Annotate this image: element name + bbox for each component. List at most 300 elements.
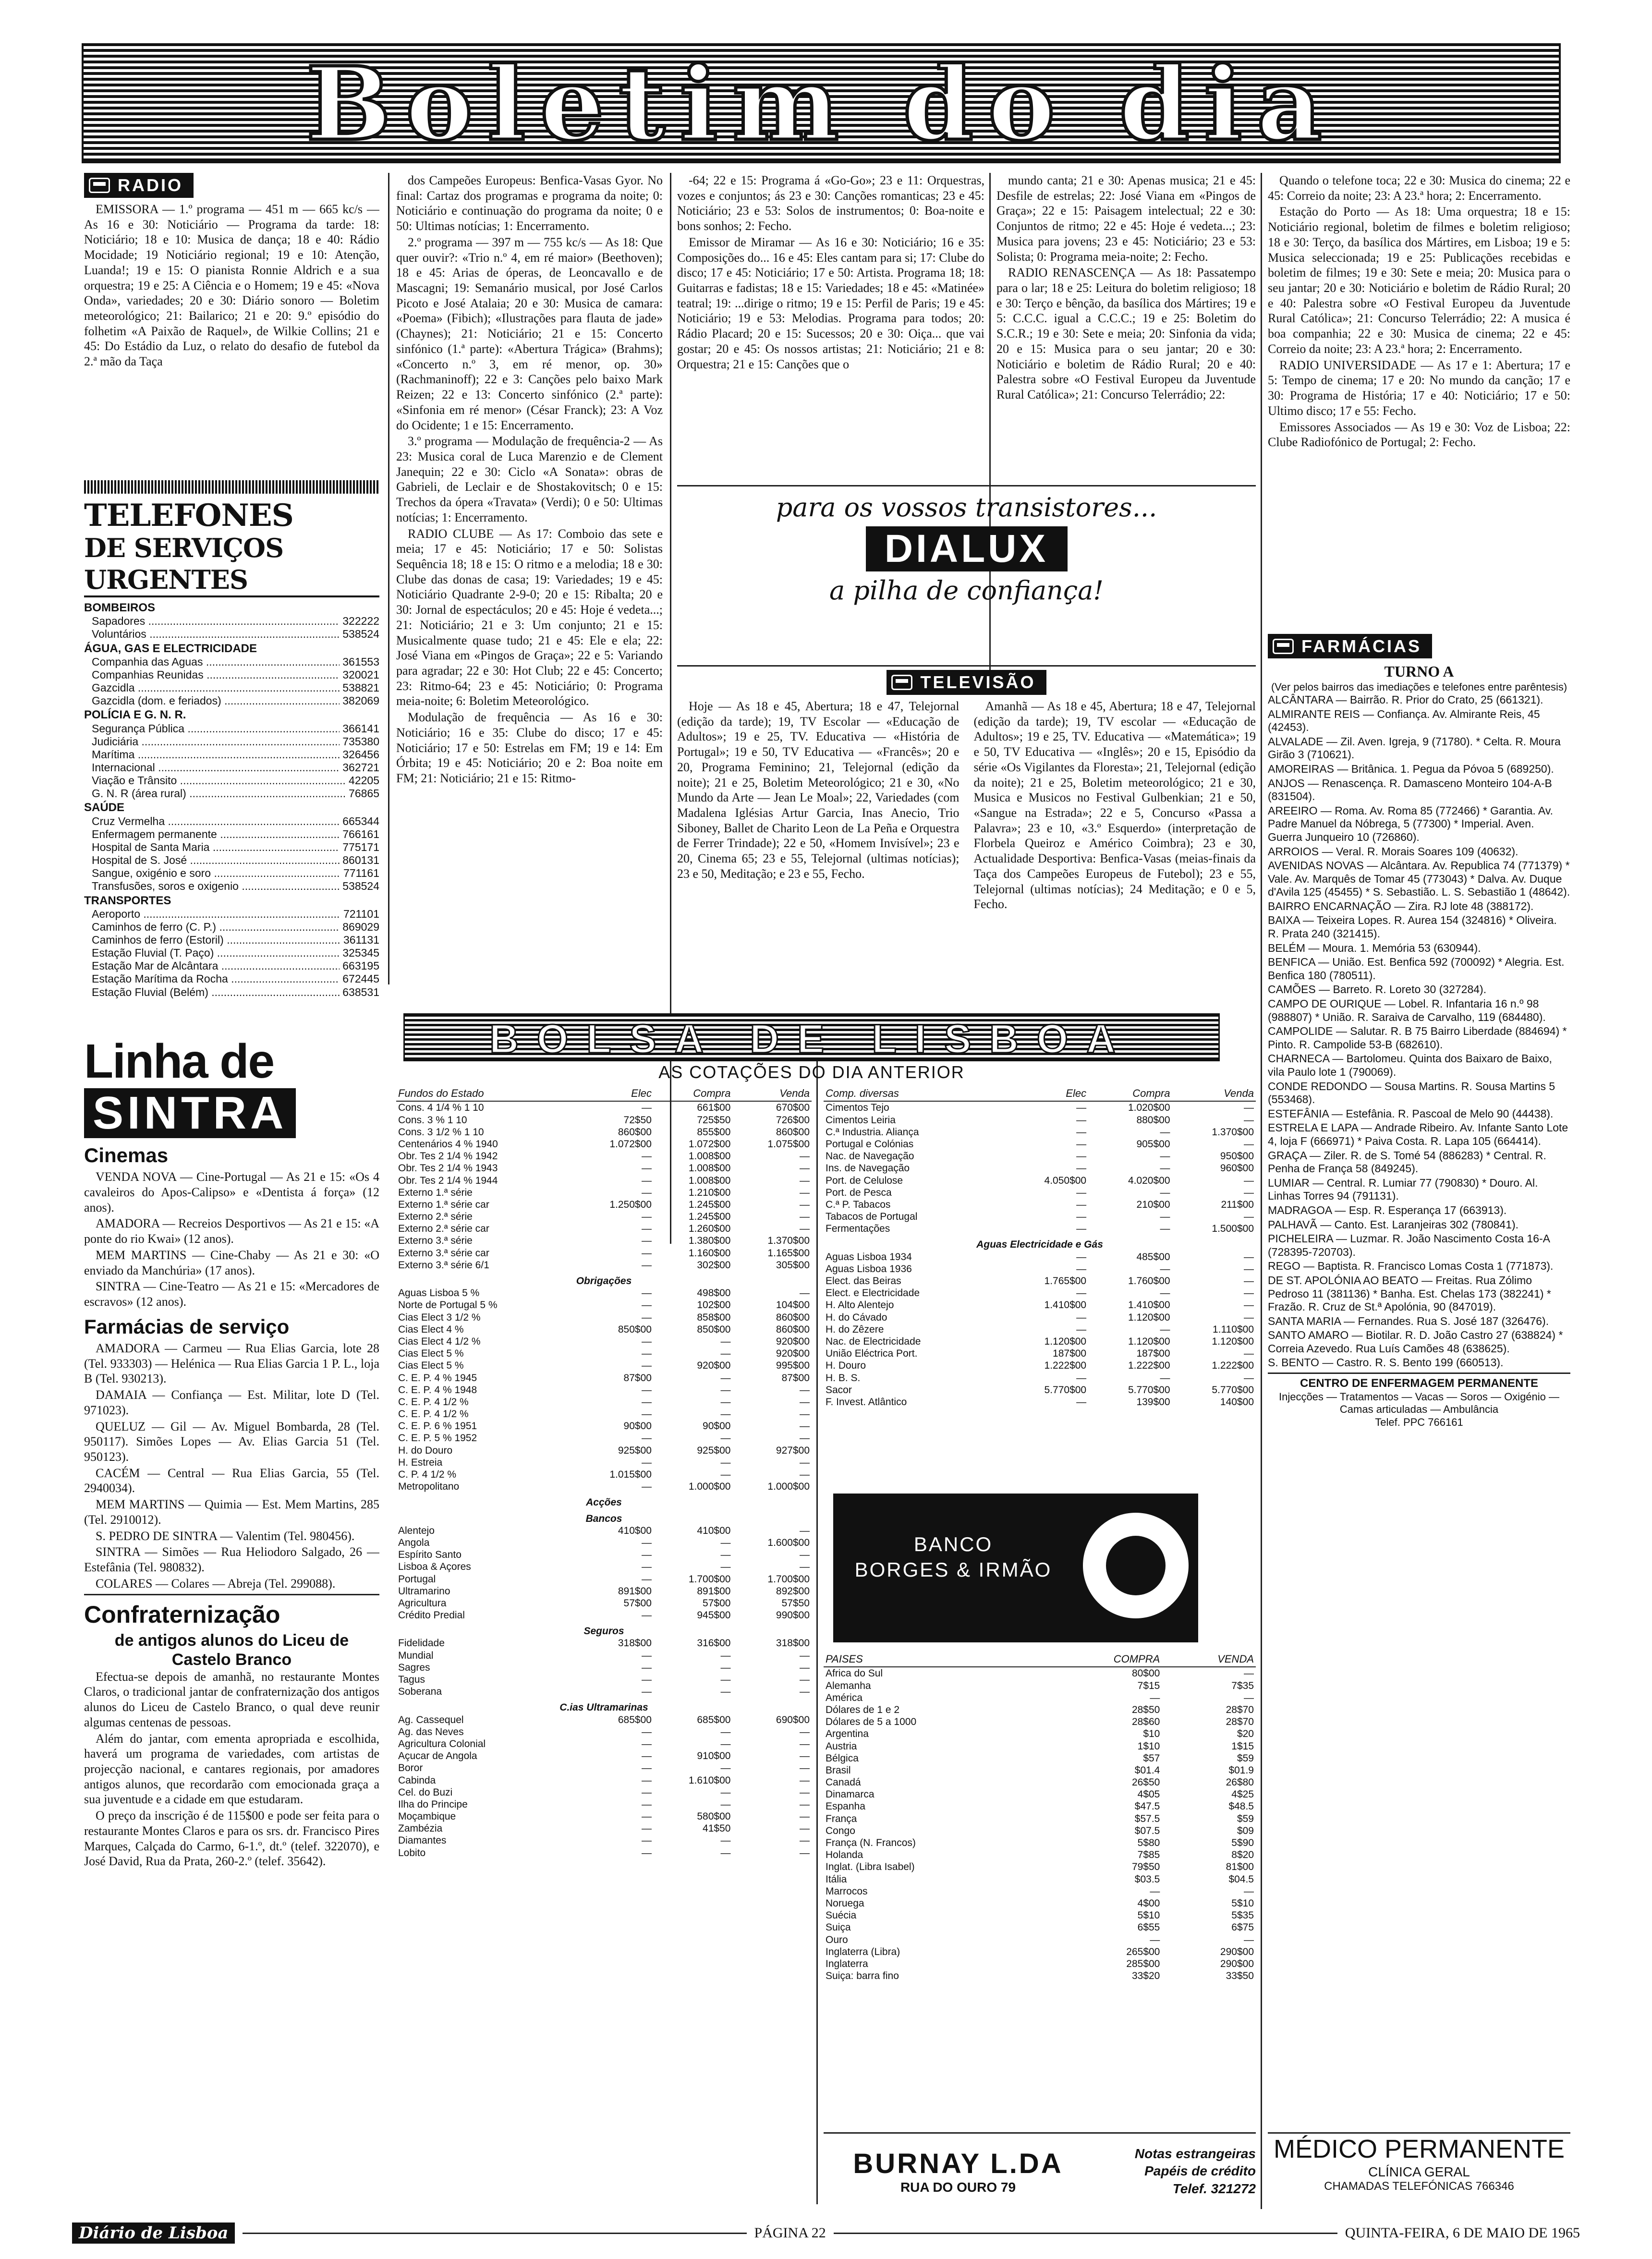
table-cell: —	[1244, 1187, 1254, 1198]
table-row	[396, 1101, 812, 1114]
table-cell: —	[1244, 1102, 1254, 1114]
phone-number: 638531	[342, 985, 379, 998]
farmacia-item: PICHELEIRA — Luzmar. R. João Nascimento Costa 16-A (728395-720703).	[1268, 1232, 1550, 1258]
table-cell: 1.600$00	[767, 1537, 810, 1548]
table-row	[824, 1275, 1256, 1287]
table-row	[396, 1714, 812, 1726]
table-cell: 5$10	[1137, 1910, 1160, 1921]
table-cell: —	[1150, 1934, 1160, 1945]
table-row	[824, 1692, 1256, 1704]
phone-row	[84, 722, 379, 735]
phone-service: Caminhos de ferro (C. P.) .....	[92, 921, 340, 934]
table-header: Elec	[1005, 1086, 1088, 1101]
table-cell: —	[800, 1469, 810, 1481]
table-cell: Ag. das Neves	[398, 1726, 464, 1737]
table-cell: 1.075$00	[767, 1138, 810, 1150]
table-cell: Ouro	[826, 1934, 848, 1945]
phone-number: 366141	[342, 722, 379, 735]
table-cell: 1.760$00	[1128, 1275, 1170, 1287]
table-cell: 580$00	[697, 1811, 731, 1822]
burnay-notes: Notas estrangeiras	[1134, 2146, 1256, 2161]
table-cell: Dinamarca	[826, 1789, 875, 1800]
table-cell: 5$10	[1231, 1897, 1254, 1909]
phone-service: Transfusões, soros e oxigenio .....	[92, 880, 340, 893]
table-cell: —	[720, 1372, 731, 1384]
table-cell: Ins. de Navegação	[826, 1163, 910, 1174]
table-cell: 920$00	[776, 1336, 810, 1347]
table-cell: 925$00	[697, 1445, 731, 1456]
table-row	[396, 1597, 812, 1609]
table-cell: —	[1160, 1126, 1170, 1138]
turno-label: TURNO A	[1384, 663, 1454, 680]
table-cell: Cons. 4 1/4 % 1 10	[398, 1102, 484, 1114]
table-section-title: Obrigações	[576, 1275, 632, 1287]
table-row	[824, 1885, 1256, 1897]
page-footer	[72, 2221, 1580, 2245]
table-cell: C. E. P. 4 % 1945	[398, 1372, 477, 1384]
table-row	[824, 1680, 1256, 1692]
radio-column-4	[996, 173, 1256, 480]
table-cell: 1.020$00	[1128, 1102, 1170, 1114]
table-row	[396, 1457, 812, 1469]
table-cell: Obr. Tes 2 1/4 % 1942	[398, 1151, 498, 1162]
table-row	[396, 1445, 812, 1457]
farmacia-item: DE ST. APOLÓNIA AO BEATO — Freitas. Rua Zólimo Pedroso 11 (381136) * Banha. Est. Chelas 173 (382241) * Frazão. R. Cruz de St.ª Apolónia, 90 (847019).	[1268, 1274, 1551, 1313]
phone-number: 382069	[342, 694, 379, 707]
phone-service: Hospital de Santa Maria .....	[92, 841, 340, 854]
table-row	[396, 1312, 812, 1324]
table-cell: 1.245$00	[688, 1199, 731, 1210]
farmacias-list	[1268, 693, 1570, 1370]
banco-line1: BANCO	[913, 1533, 993, 1555]
phone-number: 538524	[342, 880, 379, 893]
table-cell: 1.008$00	[688, 1163, 731, 1174]
table-cell: Cimentos Tejo	[826, 1102, 889, 1114]
sintra-header	[84, 1037, 379, 1138]
table-header: Venda	[732, 1086, 812, 1101]
table-cell: 880$00	[1136, 1114, 1170, 1126]
table-cell: 104$00	[776, 1300, 810, 1311]
table-cell: —	[720, 1798, 731, 1810]
table-cell: 5.770$00	[1044, 1384, 1087, 1396]
table-cell: 1.222$00	[1044, 1360, 1087, 1372]
table-cell: —	[800, 1847, 810, 1858]
sintra-title-line2: SINTRA	[84, 1088, 296, 1138]
table-cell: —	[1160, 1263, 1170, 1275]
table-cell: 1.000$00	[767, 1481, 810, 1493]
confraternizacao-p1: Efectua-se depois de amanhã, no restaurante Montes Claros, o tradicional jantar de confraternização dos antigos alunos do Liceu de Castelo Branco, o qual deve reunir algumas centenas de pessoas.	[84, 1669, 379, 1729]
table-cell: —	[641, 1610, 652, 1621]
table-row	[824, 1175, 1256, 1187]
table-cell: —	[641, 1561, 652, 1573]
farmacia-servico-item: QUELUZ — Gil — Av. Miguel Bombarda, 28 (Tel. 950117). Simões Lopes — Av. Elias Garcia 51 (Tel. 950123).	[84, 1419, 379, 1464]
footer-page: PÁGINA 22	[754, 2225, 826, 2241]
table-cell: 81$00	[1226, 1861, 1254, 1873]
table-cell: 1.500$00	[1212, 1223, 1254, 1235]
table-cell: 7$35	[1231, 1680, 1254, 1691]
radio-icon	[89, 178, 110, 193]
table-cell: —	[720, 1786, 731, 1798]
table-cell: —	[720, 1650, 731, 1661]
farmacia-item: AMOREIRAS — Britânica. 1. Pegua da Póvoa 5 (689250).	[1268, 762, 1554, 775]
table-cell: —	[641, 1287, 652, 1299]
table-cell: $07.5	[1134, 1825, 1160, 1836]
farmacia-item: CAMÕES — Barreto. R. Loreto 30 (327284).	[1268, 983, 1487, 996]
farmacia-item: CAMPO DE OURIQUE — Lobel. R. Infantaria 16 n.º 98 (988807) * União. R. Saraiva de Carvalho, 119 (684480).	[1268, 997, 1546, 1023]
table-cell: 210$00	[1136, 1199, 1170, 1210]
table-cell: 28$60	[1131, 1716, 1160, 1728]
table-row	[824, 1348, 1256, 1360]
table-row	[824, 1946, 1256, 1958]
table-cell: 28$70	[1226, 1704, 1254, 1715]
table-cell: H. B. S.	[826, 1372, 861, 1384]
radio-column-3	[677, 173, 984, 480]
farmacia-servico-item: S. PEDRO DE SINTRA — Valentim (Tel. 980456).	[96, 1529, 355, 1543]
table-cell: —	[800, 1175, 810, 1186]
table-row	[824, 1825, 1256, 1837]
table-cell: 858$00	[697, 1312, 731, 1323]
table-row	[824, 1909, 1256, 1921]
phone-number: 76865	[349, 787, 379, 800]
bolsa-title: BOLSA DE LISBOA	[489, 1016, 1134, 1061]
table-cell: —	[800, 1798, 810, 1810]
table-header: VENDA	[1162, 1652, 1256, 1667]
table-cell: 1.072$00	[688, 1138, 731, 1150]
table-cell: 57$50	[781, 1597, 810, 1609]
table-row	[824, 1299, 1256, 1311]
table-cell: —	[1076, 1211, 1087, 1223]
farmacia-item: SANTA MARIA — Fernandes. Rua S. José 187 (326476).	[1268, 1314, 1549, 1327]
table-cell: $59	[1237, 1752, 1254, 1764]
table-cell: 410$00	[697, 1525, 731, 1536]
phone-service: Hospital de S. José .....	[92, 854, 340, 867]
table-cell: 1.120$00	[1044, 1336, 1087, 1347]
table-cell: —	[800, 1549, 810, 1561]
phone-number: 42205	[349, 774, 379, 787]
table-cell: $48.5	[1228, 1801, 1254, 1812]
table-cell: $47.5	[1134, 1801, 1160, 1812]
cinema-item: SINTRA — Cine-Teatro — As 21 e 15: «Mercadores de escravos» (12 anos).	[84, 1279, 379, 1309]
table-cell: Marrocos	[826, 1885, 868, 1897]
phone-number: 771161	[343, 867, 379, 880]
table-row	[396, 1561, 812, 1573]
table-cell: —	[641, 1549, 652, 1561]
table-row	[824, 1934, 1256, 1946]
table-cell: 927$00	[776, 1445, 810, 1456]
table-cell: —	[641, 1662, 652, 1673]
table-row	[396, 1847, 812, 1859]
table-cell: 5$35	[1231, 1910, 1254, 1921]
table-cell: Cons. 3 % 1 10	[398, 1114, 467, 1126]
phone-row	[84, 854, 379, 867]
table-cell: Aguas Lisboa 5 %	[398, 1287, 480, 1299]
table-cell: Cons. 3 1/2 % 1 10	[398, 1126, 484, 1138]
phone-number: 672445	[342, 972, 379, 985]
table-row	[396, 1396, 812, 1408]
table-cell: —	[641, 1786, 652, 1798]
radio-column-2	[396, 173, 663, 1008]
table-cell: 1.008$00	[688, 1151, 731, 1162]
table-cell: França (N. Francos)	[826, 1837, 916, 1849]
table-cell: —	[641, 1650, 652, 1661]
table-cell: Suiça: barra fino	[826, 1970, 899, 1982]
table-cell: —	[1244, 1668, 1254, 1679]
table-cell: —	[800, 1662, 810, 1673]
table-cell: 28$70	[1226, 1716, 1254, 1728]
phone-service: Segurança Pública .....	[92, 722, 340, 735]
table-row	[396, 1384, 812, 1396]
table-cell: 1.000$00	[688, 1481, 731, 1493]
table-cell: —	[800, 1823, 810, 1834]
table-cell: —	[641, 1163, 652, 1174]
sintra-title-line1: Linha de	[84, 1037, 274, 1088]
divider	[677, 665, 1256, 667]
phone-category: POLÍCIA E G. N. R.	[84, 708, 186, 722]
table-cell: 5$90	[1231, 1837, 1254, 1849]
table-row	[824, 1114, 1256, 1126]
column-rule	[816, 1032, 818, 2204]
table-cell: Noruega	[826, 1897, 864, 1909]
table-cell: Norte de Portugal 5 %	[398, 1300, 498, 1311]
farmacia-item: BAIRRO ENCARNAÇÃO — Zira. RJ lote 48 (388172).	[1268, 899, 1534, 912]
table-row	[824, 1251, 1256, 1263]
farmacia-servico-item: SINTRA — Simões — Rua Heliodoro Salgado, 26 — Estefânia (Tel. 980832).	[84, 1545, 379, 1574]
table-cell: Tagus	[398, 1674, 425, 1686]
farmacia-item: MADRAGOA — Esp. R. Esperança 17 (663913).	[1268, 1203, 1507, 1216]
phone-service: Companhias Reunidas .....	[92, 668, 340, 681]
table-cell: —	[720, 1662, 731, 1673]
table-cell: Port. de Pesca	[826, 1187, 892, 1198]
table-cell: 4.020$00	[1128, 1175, 1170, 1186]
table-row	[824, 1716, 1256, 1728]
table-cell: Açucar de Angola	[398, 1750, 477, 1762]
cinemas-list	[84, 1169, 379, 1309]
phone-row	[84, 628, 379, 641]
table-cell: Sagres	[398, 1662, 430, 1673]
enfermagem-text: Injecções — Tratamentos — Vacas — Soros — Oxigénio — Camas articuladas — Ambulância	[1278, 1390, 1560, 1416]
phone-service: Estação Marítima da Rocha .....	[92, 972, 340, 985]
table-cell: $04.5	[1228, 1873, 1254, 1885]
table-cell: H. Estreia	[398, 1457, 443, 1468]
phone-number: 775171	[342, 841, 379, 853]
table-row	[824, 1223, 1256, 1235]
table-row	[824, 1800, 1256, 1812]
table-section-title: Bancos	[585, 1513, 622, 1524]
divider	[84, 1594, 379, 1595]
table-cell: 1.410$00	[1044, 1300, 1087, 1311]
bolsa-left-table-wrap	[396, 1086, 812, 2210]
table-cell: 1.222$00	[1212, 1360, 1254, 1372]
farmacia-item: ARROIOS — Veral. R. Morais Soares 109 (40632).	[1268, 845, 1518, 858]
phone-row	[84, 615, 379, 628]
table-row	[824, 1873, 1256, 1885]
table-cell: Moçambique	[398, 1811, 456, 1822]
table-cell: 1.160$00	[688, 1247, 731, 1259]
table-cell: —	[800, 1163, 810, 1174]
banco-borges-ad	[833, 1494, 1198, 1642]
medico-subtitle: CLÍNICA GERAL	[1368, 2164, 1470, 2179]
table-cell: —	[800, 1187, 810, 1198]
table-row	[396, 1408, 812, 1420]
table-cell: —	[641, 1811, 652, 1822]
dialux-ad	[677, 492, 1256, 660]
phone-row	[84, 972, 379, 985]
footer-date: QUINTA-FEIRA, 6 DE MAIO DE 1965	[1345, 2225, 1580, 2241]
radio-2-programa: 2.º programa — 397 m — 755 kc/s — As 18: Que quer ouvir?: «Trio n.º 4, em ré maior» (Beethoven); 18 e 45: Arias de óperas, de Leoncavallo e de Mascagni; 19: Semanário musical, por José Carlos Picoto e José Atalaia; 20 e 30: Musica de camara: «Poema» (Fibich); «Ilustrações para flauta de jade» (Chaynes); 21: Noticiário; 21 e 15: Concerto sinfónico (1.ª parte): «Abertura Trágica» (Brahms); «Concerto n.º 3, em ré menor, op. 30» (Rachmaninoff); 22 e 3: Canções pelo baixo Mark Reizen; 22 e 13: Concerto sinfónico (2.ª parte): «Sinfonia em ré menor» (César Franck); 23: A Voz do Ocidente; 1 e 15: Encerramento.	[396, 235, 663, 432]
table-cell: F. Invest. Atlântico	[826, 1396, 907, 1408]
table-row	[824, 1776, 1256, 1788]
table-cell: Alemanha	[826, 1680, 871, 1691]
table-cell: $10	[1143, 1728, 1160, 1740]
table-cell: Brasil	[826, 1764, 851, 1776]
farmacia-item: ANJOS — Renascença. R. Damasceno Monteiro 104-A-B (831504).	[1268, 777, 1552, 803]
table-row	[824, 1921, 1256, 1933]
table-cell: 1.610$00	[688, 1774, 731, 1786]
table-cell: 79$50	[1131, 1861, 1160, 1873]
farmacias-header	[1268, 634, 1432, 658]
table-cell: 1.008$00	[688, 1175, 731, 1186]
table-cell: 265$00	[1126, 1946, 1160, 1957]
table-cell: 211$00	[1221, 1199, 1254, 1210]
table-cell: —	[641, 1312, 652, 1323]
table-cell: C. E. P. 4 % 1948	[398, 1384, 477, 1396]
bolsa-subtitle: AS COTAÇÕES DO DIA ANTERIOR	[658, 1062, 965, 1082]
phone-row	[84, 748, 379, 761]
phone-number: 860131	[342, 854, 379, 867]
table-cell: 485$00	[1136, 1251, 1170, 1263]
table-cell: 905$00	[1136, 1138, 1170, 1150]
table-cell: —	[641, 1247, 652, 1259]
table-cell: —	[1244, 1934, 1254, 1945]
table-section-title: Seguros	[583, 1626, 624, 1637]
table-cell: 139$00	[1136, 1396, 1170, 1408]
table-cell: 5$80	[1137, 1837, 1160, 1849]
radio-clube: RADIO CLUBE — As 17: Comboio das sete e meia; 17 e 45: Noticiário; 17 e 50: Solistas Sequência 18; 18 e 15: O ritmo e a melodia; 18 e 30: Clube das donas de casa; 19: Variedades; 19 e 45: Noticiário Quadrante 2-9-0; 20 e 15: Ribalta; 20 e 30: Jornal de espectáculos; 20 e 45: Hoje é vedeta...; 21: Noticiário; 21 e 3: Um conjunto; 21 e 15: Musicalmente quase tudo; 21 e 45: Ele e ela; 22: José Viana em «Pingos de Graça»; 22 e 5: Variando para agradar; 22 e 30: Hot Club; 22 e 45: Concerto; 23: Ritmo-64; 23 e 45: Noticiário; 0: Programa meia-noite; 6: Boletim Meteorológico.	[396, 526, 663, 708]
table-cell: 1.250$00	[609, 1199, 652, 1210]
bolsa-banner	[403, 1013, 1220, 1061]
table-cell: 960$00	[1220, 1163, 1254, 1174]
table-cell: Espírito Santo	[398, 1549, 462, 1561]
telefones-section	[84, 499, 379, 1032]
table-cell: Portugal	[398, 1573, 436, 1585]
table-cell: 90$00	[703, 1421, 731, 1432]
farmacia-item: CONDE REDONDO — Sousa Martins. R. Sousa Martins 5 (553468).	[1268, 1080, 1555, 1106]
table-cell: 860$00	[776, 1312, 810, 1323]
table-cell: França	[826, 1813, 857, 1824]
farmacias-servico-list	[84, 1341, 379, 1591]
medico-title: MÉDICO PERMANENTE	[1273, 2135, 1565, 2163]
table-cell: 910$00	[697, 1750, 731, 1762]
televisao-section	[677, 670, 1256, 1006]
table-cell: —	[1160, 1187, 1170, 1198]
table-cell: 4$00	[1137, 1897, 1160, 1909]
table-cell: —	[800, 1774, 810, 1786]
table-cell: 1.765$00	[1044, 1275, 1087, 1287]
telefones-title: TELEFONES	[84, 499, 293, 534]
table-row	[396, 1420, 812, 1432]
phone-service: Caminhos de ferro (Estoril) .....	[92, 934, 340, 947]
table-cell: $57	[1143, 1752, 1160, 1764]
cambios-table	[824, 1652, 1256, 1982]
table-cell: Externo 1.ª série car	[398, 1199, 489, 1210]
table-cell: —	[1076, 1251, 1087, 1263]
table-cell: —	[800, 1211, 810, 1223]
table-cell: Dólares de 1 e 2	[826, 1704, 900, 1715]
table-cell: —	[1076, 1138, 1087, 1150]
table-cell: 33$50	[1226, 1970, 1254, 1982]
table-header: PAISES	[824, 1652, 1045, 1667]
table-cell: —	[1076, 1151, 1087, 1162]
phone-row	[84, 668, 379, 681]
table-cell: —	[720, 1686, 731, 1698]
dialux-slogan-top: para os vossos transistores...	[776, 492, 1157, 522]
table-row	[824, 1752, 1256, 1764]
table-cell: —	[720, 1457, 731, 1468]
table-row	[396, 1150, 812, 1162]
table-row	[396, 1348, 812, 1360]
phone-number: 869029	[342, 920, 379, 933]
table-cell: —	[1076, 1102, 1087, 1114]
table-cell: —	[1160, 1211, 1170, 1223]
phone-service: Gazcidla .....	[92, 681, 340, 694]
table-cell: Crédito Predial	[398, 1610, 465, 1621]
dialux-logo: DIALUX	[866, 526, 1068, 571]
table-row	[396, 1573, 812, 1585]
table-cell: Tabacos de Portugal	[826, 1211, 918, 1223]
table-cell: 57$00	[703, 1597, 731, 1609]
table-cell: C. E. P. 5 % 1952	[398, 1433, 477, 1444]
table-cell: —	[1076, 1163, 1087, 1174]
phone-service: Cruz Vermelha .....	[92, 815, 340, 828]
table-cell: 305$00	[776, 1259, 810, 1271]
table-cell: 26$50	[1131, 1777, 1160, 1788]
table-cell: Itália	[826, 1873, 847, 1885]
table-row	[396, 1247, 812, 1259]
table-cell: Lisboa & Açores	[398, 1561, 471, 1573]
table-cell: 318$00	[618, 1638, 652, 1649]
table-cell: $57.5	[1134, 1813, 1160, 1824]
table-cell: Suécia	[826, 1910, 857, 1921]
table-row	[396, 1469, 812, 1481]
table-cell: Externo 2.ª série car	[398, 1223, 489, 1235]
farmacia-servico-item: COLARES — Colares — Abreja (Tel. 299088).	[96, 1576, 336, 1591]
farmacia-item: ALCÂNTARA — Bairrão. R. Prior do Crato, 25 (661321).	[1268, 693, 1543, 706]
table-cell: —	[641, 1336, 652, 1347]
table-cell: —	[641, 1457, 652, 1468]
table-cell: —	[641, 1686, 652, 1698]
table-cell: Cimentos Leiria	[826, 1114, 896, 1126]
table-cell: $59	[1237, 1813, 1254, 1824]
table-row	[824, 1958, 1256, 1970]
table-row	[396, 1235, 812, 1247]
table-row	[824, 1187, 1256, 1199]
table-cell: 1.072$00	[609, 1138, 652, 1150]
table-row	[396, 1585, 812, 1597]
table-cell: Externo 3.ª série	[398, 1235, 473, 1247]
table-cell: —	[641, 1674, 652, 1686]
table-cell: —	[1244, 1138, 1254, 1150]
table-cell: —	[641, 1360, 652, 1372]
table-cell: —	[1244, 1114, 1254, 1126]
sintra-section	[84, 1037, 379, 2209]
table-cell: —	[1160, 1163, 1170, 1174]
footer-rule	[834, 2233, 1337, 2234]
farmacia-item: PALHAVÃ — Canto. Est. Laranjeiras 302 (780841).	[1268, 1218, 1519, 1231]
table-cell: H. Douro	[826, 1360, 866, 1372]
bolsa-fundos-table	[396, 1086, 812, 1859]
phone-row	[84, 787, 379, 800]
table-cell: C.ª P. Tabacos	[826, 1199, 891, 1210]
